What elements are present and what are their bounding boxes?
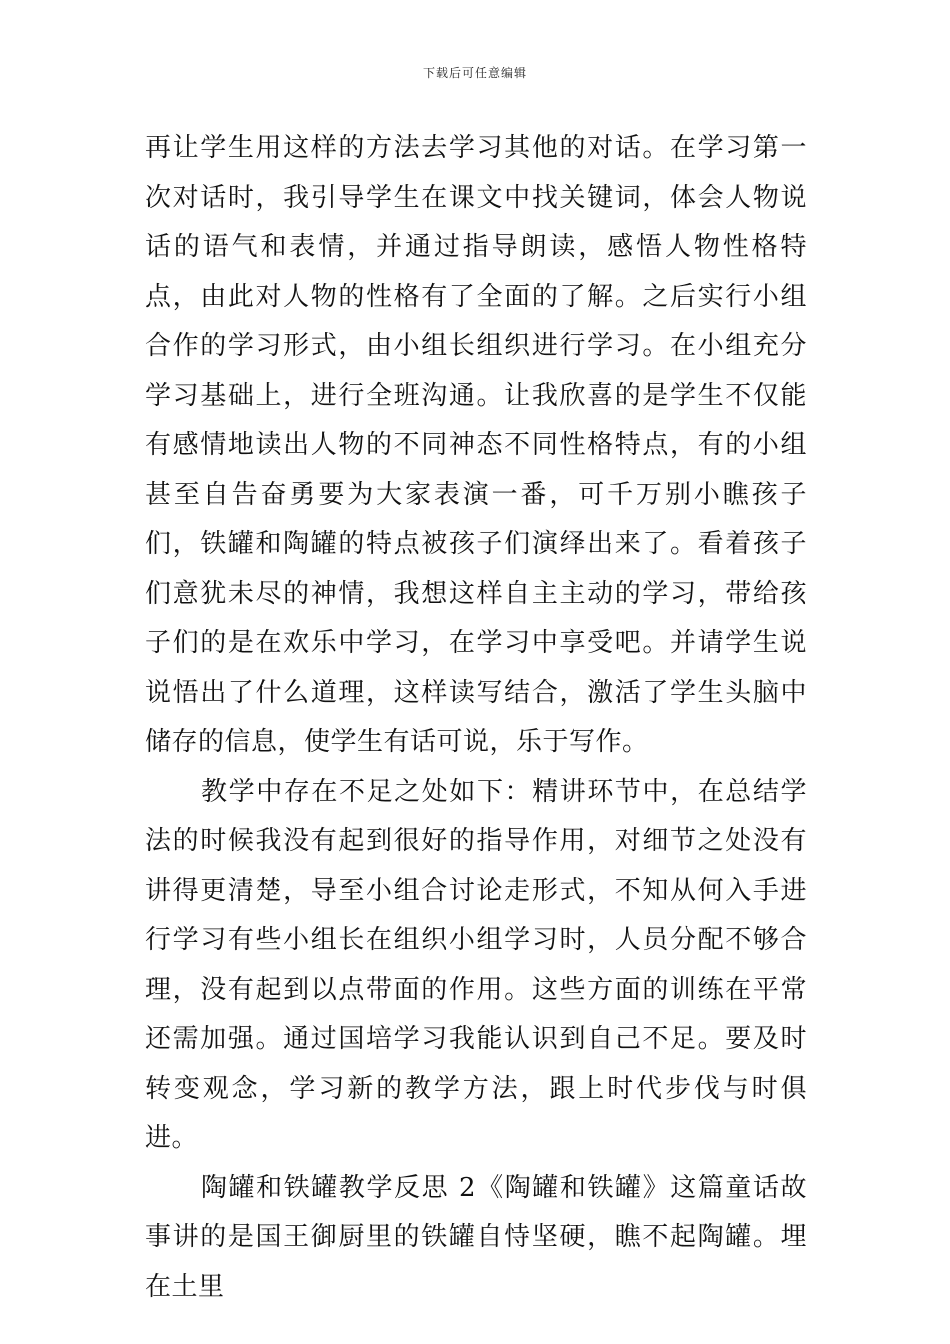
paragraph-2: 教学中存在不足之处如下：精讲环节中，在总结学法的时候我没有起到很好的指导作用，对细节之处没有讲得更清楚，导至小组合讨论走形式，不知从何入手进行学习有些小组长在组织小组学习时，人员分配不够合理，没有起到以点带面的作用。这些方面的训练在平常还需加强。通过国培学习我能认识到自己不足。要及时转变观念，学习新的教学方法，跟上时代步伐与时俱进。	[145, 776, 807, 1153]
document-body	[145, 124, 807, 1312]
page-header: 下载后可任意编辑	[422, 66, 527, 80]
paragraph-3: 陶罐和铁罐教学反思 2《陶罐和铁罐》这篇童话故事讲的是国王御厨里的铁罐自恃坚硬，瞧不起陶罐。埋在土里	[145, 1172, 807, 1302]
paragraph-1: 再让学生用这样的方法去学习其他的对话。在学习第一次对话时，我引导学生在课文中找关键词，体会人物说话的语气和表情，并通过指导朗读，感悟人物性格特点，由此对人物的性格有了全面的了解。之后实行小组合作的学习形式，由小组长组织进行学习。在小组充分学习基础上，进行全班沟通。让我欣喜的是学生不仅能有感情地读出人物的不同神态不同性格特点，有的小组甚至自告奋勇要为大家表演一番，可千万别小瞧孩子们，铁罐和陶罐的特点被孩子们演绎出来了。看着孩子们意犹未尽的神情，我想这样自主主动的学习，带给孩子们的是在欢乐中学习，在学习中享受吧。并请学生说说悟出了什么道理，这样读写结合，激活了学生头脑中储存的信息，使学生有话可说，乐于写作。	[145, 133, 807, 757]
